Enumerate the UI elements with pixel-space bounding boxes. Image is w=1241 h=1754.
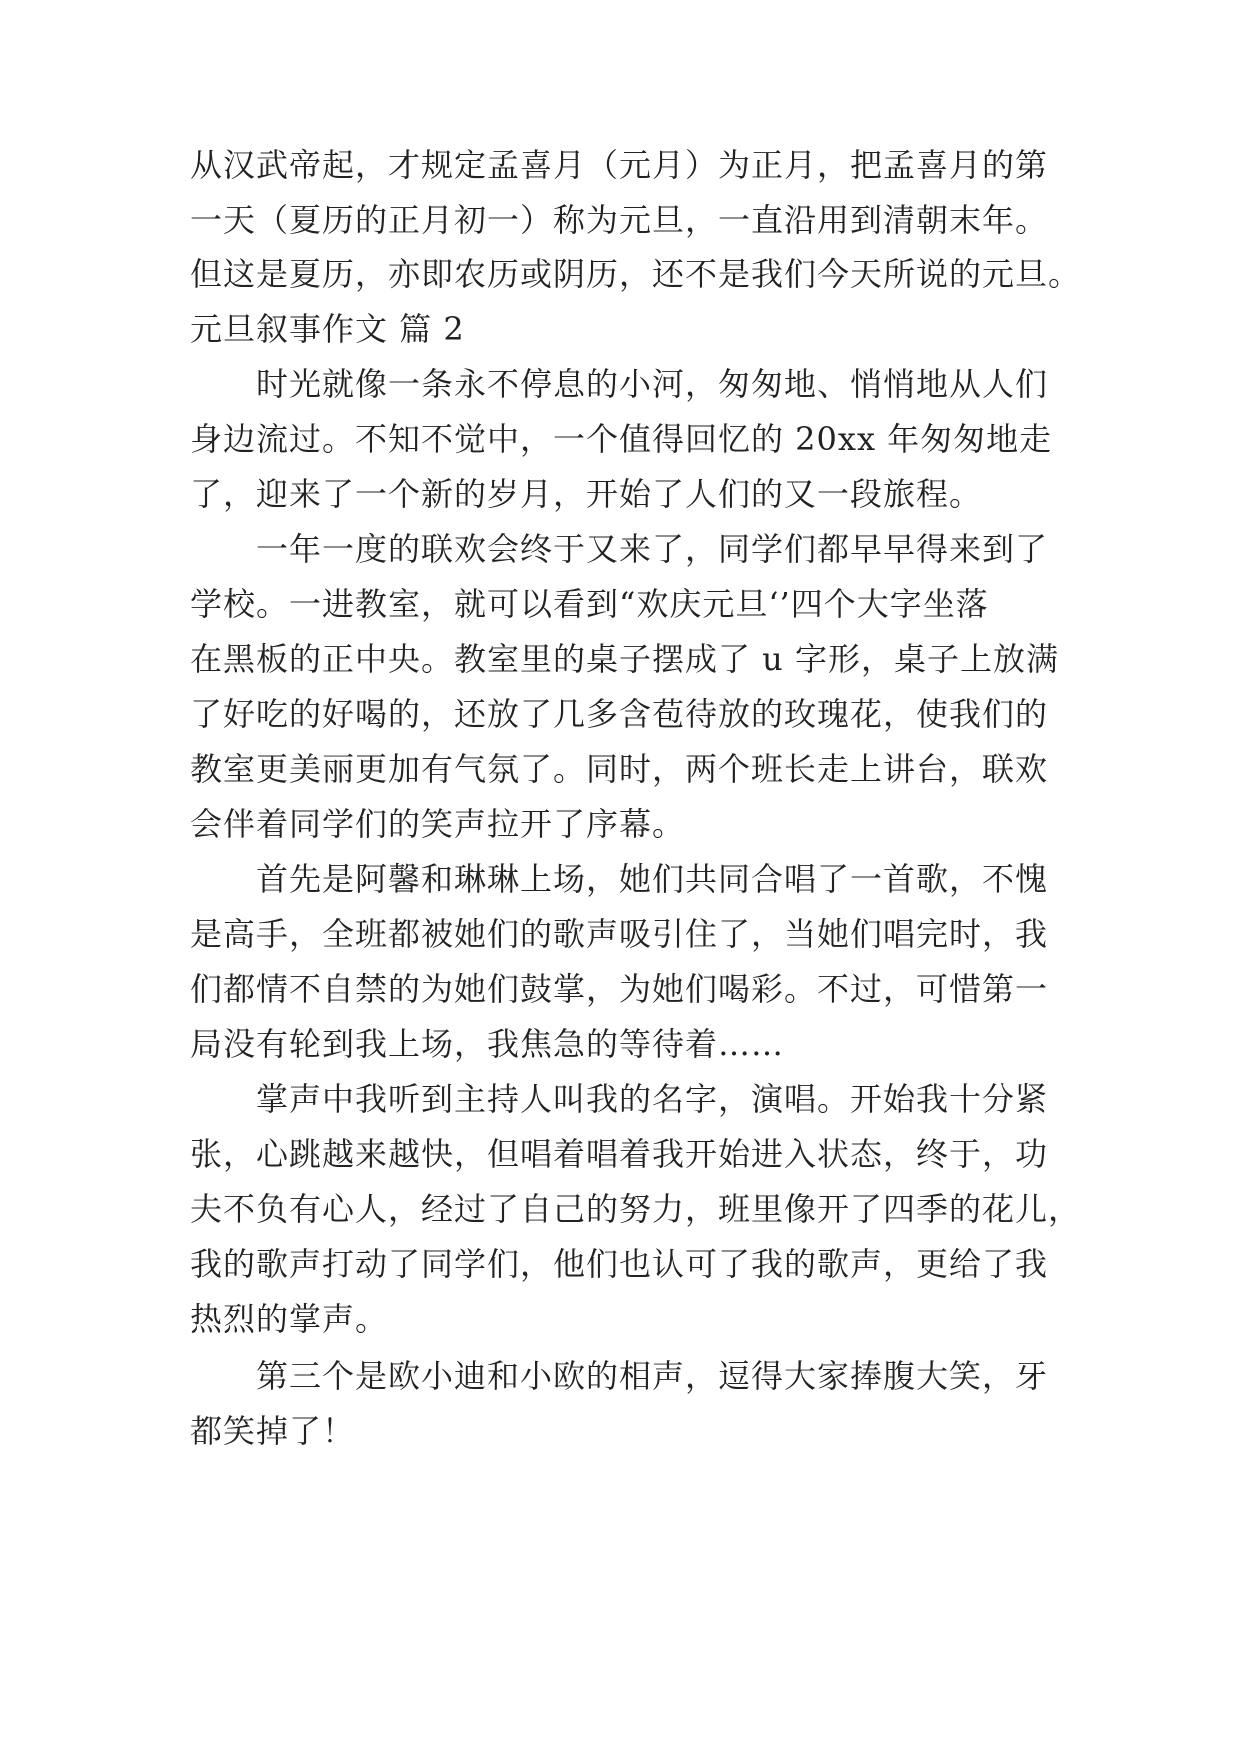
- text-line: 在黑板的正中央。教室里的桌子摆成了 u 字形，桌子上放满: [190, 640, 1059, 678]
- text-line: 从汉武帝起，才规定孟喜月（元月）为正月，把孟喜月的第: [190, 146, 1049, 184]
- text-line: 夫不负有心人，经过了自己的努力，班里像开了四季的花儿，: [190, 1190, 1082, 1228]
- text-line: 了好吃的好喝的，还放了几多含苞待放的玫瑰花，使我们的: [190, 695, 1049, 733]
- text-line: 掌声中我听到主持人叫我的名字，演唱。开始我十分紧: [256, 1080, 1049, 1118]
- text-line: 第三个是欧小迪和小欧的相声，逗得大家捧腹大笑，牙: [256, 1357, 1049, 1395]
- text-line: 时光就像一条永不停息的小河，匆匆地、悄悄地从人们: [256, 365, 1049, 403]
- text-line: 是高手，全班都被她们的歌声吸引住了，当她们唱完时，我: [190, 915, 1049, 953]
- text-line: 了，迎来了一个新的岁月，开始了人们的又一段旅程。: [190, 475, 983, 513]
- text-line: 身边流过。不知不觉中，一个值得回忆的 20xx 年匆匆地走: [190, 420, 1053, 458]
- text-line: 都笑掉了！: [190, 1412, 356, 1450]
- text-line: 教室更美丽更加有气氛了。同时，两个班长走上讲台，联欢: [190, 750, 1049, 788]
- text-line: 热烈的掌声。: [190, 1300, 389, 1338]
- text-line: 但这是夏历，亦即农历或阴历，还不是我们今天所说的元旦。: [190, 255, 1082, 293]
- text-line: 我的歌声打动了同学们，他们也认可了我的歌声，更给了我: [190, 1245, 1049, 1283]
- text-line: 首先是阿馨和琳琳上场，她们共同合唱了一首歌，不愧: [256, 860, 1049, 898]
- text-line: 会伴着同学们的笑声拉开了序幕。: [190, 805, 686, 843]
- text-line: 一年一度的联欢会终于又来了，同学们都早早得来到了: [256, 530, 1049, 568]
- text-line: 学校。一进教室，就可以看到“欢庆元旦‘’四个大字坐落: [190, 585, 989, 623]
- text-line: 一天（夏历的正月初一）称为元旦，一直沿用到清朝末年。: [190, 201, 1049, 239]
- text-line: 张，心跳越来越快，但唱着唱着我开始进入状态，终于，功: [190, 1135, 1049, 1173]
- text-line: 们都情不自禁的为她们鼓掌，为她们喝彩。不过，可惜第一: [190, 970, 1049, 1008]
- text-line: 局没有轮到我上场，我焦急的等待着……: [190, 1025, 785, 1063]
- section-heading: 元旦叙事作文 篇 2: [190, 310, 465, 348]
